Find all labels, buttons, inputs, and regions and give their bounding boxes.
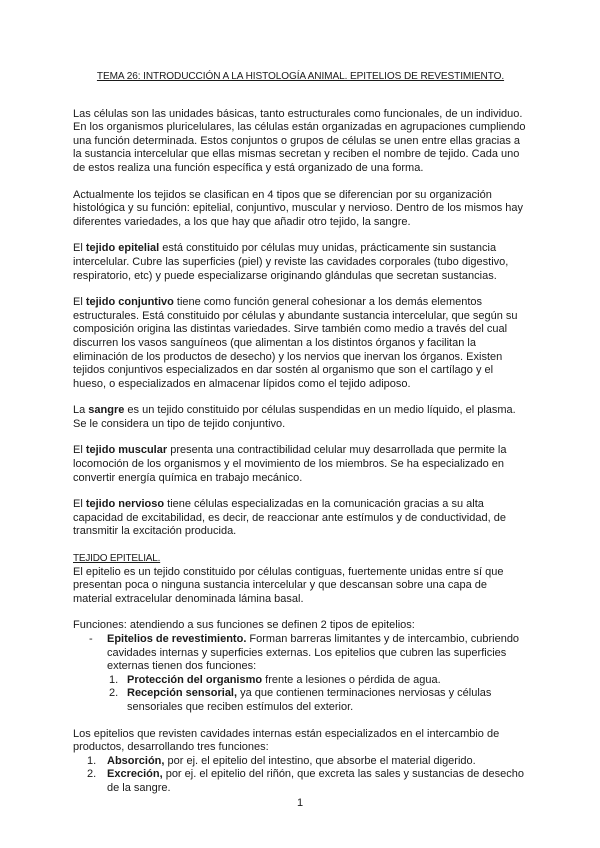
paragraph-nervous (73, 498, 528, 539)
external-functions-list (107, 674, 528, 715)
bold-term: tejido nervioso (85, 498, 165, 511)
text: El (73, 444, 86, 457)
text: Forman barreras limitantes y de intercambio, cubriendo cavidades internas y superficies externas. Los epitelios que cubren las superficies externas tienen dos funciones: (107, 633, 520, 673)
dash-bullet: - (89, 633, 93, 645)
bold-term: Excreción, (107, 768, 163, 781)
text: por ej. el epitelio del intestino, que absorbe el material digerido. (164, 754, 476, 767)
page-number: 1 (296, 797, 304, 809)
bold-term: Protección del organismo (127, 673, 263, 686)
text: El (73, 498, 86, 511)
section-heading: TEJIDO EPITELIAL. (73, 553, 161, 565)
text: tiene como función general cohesionar a los demás elementos estructurales. Está constituido por células y abundante sustancia intercelular, que según su composición origina las distintas variedades. Sirve también como medio a través del cual discurren los vasos sanguíneos (que alimentan a los distintos órganos y facilitan la eliminación de los productos de desecho) y los nervios que inervan los órganos. Existen tejidos conjuntivos especializados en dar sostén al organismo que son el cartílago y el hueso, o especializados en almacenar lípidos como el tejido adiposo. (73, 296, 518, 390)
list-number: 2. (87, 768, 97, 781)
text: presenta una contractibilidad celular muy desarrollada que permite la locomoción de los organismos y el movimiento de los miembros. Se ha especializado en convertir energía química en trabajo mecánico. (73, 444, 507, 484)
bold-term: Absorción, (107, 754, 165, 767)
bold-term: Recepción sensorial, (127, 687, 238, 700)
text: es un tejido constituido por células suspendidas en un medio líquido, el plasma. Se le considera un tipo de tejido conjuntivo. (73, 404, 516, 430)
list-item (73, 768, 528, 795)
paragraph-blood (73, 404, 528, 431)
section-intro: El epitelio es un tejido constituido por células contiguas, fuertemente unidas entre sí que presentan poca o ninguna sustancia intercelular y que descansan sobre una capa de material extracelular denominada lámina basal. (73, 565, 504, 605)
paragraph-epithelial (73, 242, 528, 283)
list-number: 1. (87, 754, 97, 767)
list-item (107, 687, 528, 714)
text: La (73, 404, 89, 417)
list-item (73, 755, 528, 769)
text: tiene células especializadas en la comunicación gracias a su alta capacidad de excitabilidad, es decir, de reaccionar ante estímulos y de conductividad, de transmitir la excitación producida. (73, 498, 506, 538)
paragraph-connective (73, 296, 528, 391)
bold-term: sangre (88, 404, 125, 417)
internal-functions-list (73, 755, 528, 796)
internal-intro: Los epitelios que revisten cavidades internas están especializados en el intercambio de productos, desarrollando tres funciones: (73, 727, 500, 754)
list-number: 1. (109, 673, 119, 686)
text: por ej. el epitelio del riñón, que excreta las sales y sustancias de desecho de la sangre. (107, 768, 525, 794)
bold-term: tejido muscular (85, 444, 168, 457)
list-item (73, 633, 528, 715)
bold-term: tejido epitelial (85, 242, 160, 255)
text: está constituido por células muy unidas, prácticamente sin sustancia intercelular. Cubre las superficies (piel) y reviste las cavidades corporales (tubo digestivo, respiratorio, etc) y puede especializarse originando glándulas que secretan sustancias. (73, 242, 509, 282)
functions-list (73, 633, 528, 715)
text: ya que contienen terminaciones nerviosas y células sensoriales que reciben estímulos del exterior. (127, 687, 492, 713)
text: El (73, 296, 86, 309)
paragraph-muscular (73, 444, 528, 485)
document-page (73, 70, 528, 796)
bold-term: tejido conjuntivo (85, 296, 174, 309)
list-number: 2. (109, 687, 119, 700)
paragraph-intro: Las células son las unidades básicas, tanto estructurales como funcionales, de un individuo. En los organismos pluricelulares, las células están organizadas en agrupaciones cumpliendo una función determinada. Estos conjuntos o grupos de células se unen entre ellas gracias a la sustancia intercelular que ellas mismas secretan y reciben el nombre de tejido. Cada uno de estos realiza una función específica y está organizado de una forma. (73, 107, 526, 174)
functions-intro: Funciones: atendiendo a sus funciones se definen 2 tipos de epitelios: (73, 619, 415, 632)
text: El (73, 242, 86, 255)
bold-term: Epitelios de revestimiento. (107, 633, 247, 645)
text: frente a lesiones o pérdida de agua. (262, 673, 441, 686)
paragraph-classification: Actualmente los tejidos se clasifican en 4 tipos que se diferencian por su organización histológica y su función: epitelial, conjuntivo, muscular y nervioso. Dentro de los mismos hay diferentes variedades, a los que hay que añadir otro tejido, la sangre. (73, 188, 523, 228)
page-title: TEMA 26: INTRODUCCIÓN A LA HISTOLOGÍA ANIMAL. EPITELIOS DE REVESTIMIENTO. (96, 70, 505, 82)
list-item (107, 674, 528, 688)
